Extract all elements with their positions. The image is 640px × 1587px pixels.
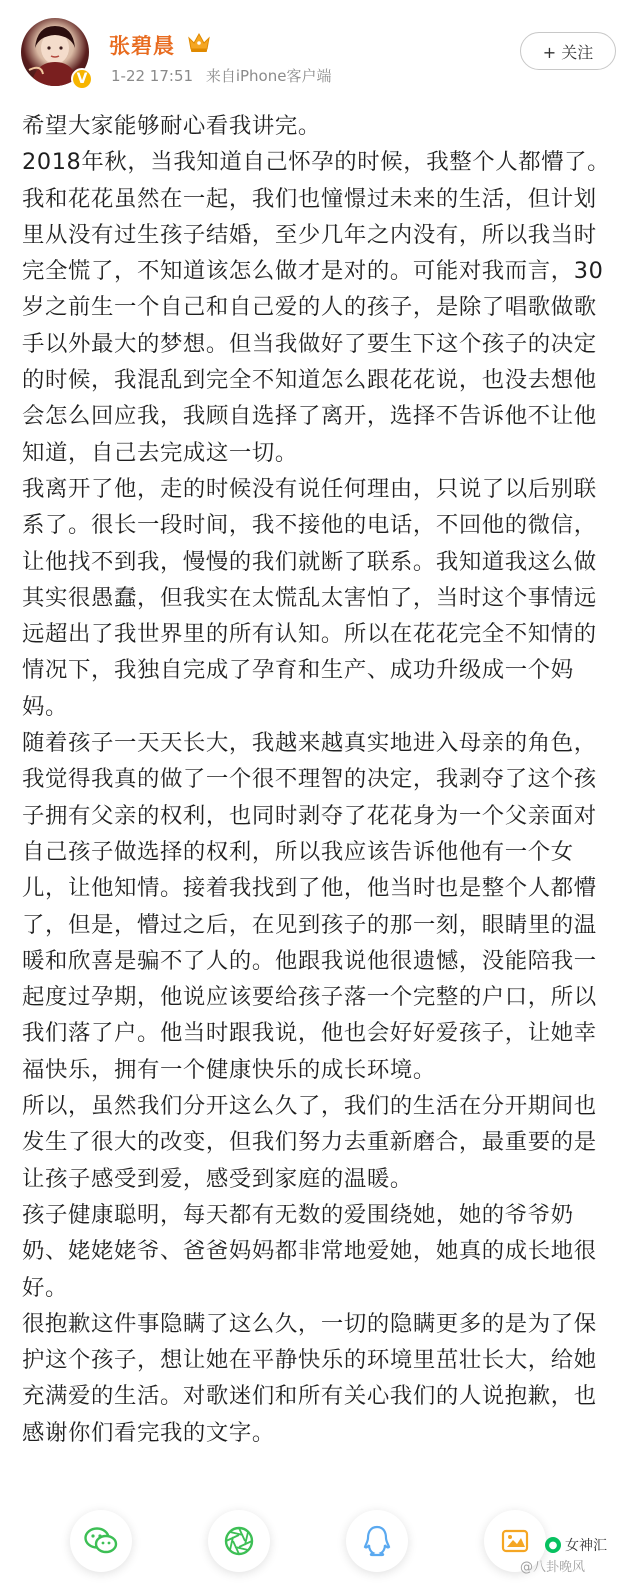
post-paragraph: 2018年秋，当我知道自己怀孕的时候，我整个人都懵了。我和花花虽然在一起，我们也憧憬过未来的生活，但计划里从没有过生孩子结婚，至少几年之内没有，所以我当时完全慌了，不知道该怎么做才是对的。可能对我而言，30岁之前生一个自己和自己爱的人的孩子，是除了唱歌做歌手以外最大的梦想。但当我做好了要生下这个孩子的决定的时候，我混乱到完全不知道怎么跟花花说，也没去想他会怎么回应我，我顾自选择了离开，选择不告诉他不让他知道，自己去完成这一切。 <box>22 149 611 466</box>
verified-badge-icon: V <box>71 68 93 90</box>
post-paragraph: 很抱歉这件事隐瞒了这么久，一切的隐瞒更多的是为了保护这个孩子，想让她在平静快乐的环境里茁壮长大，给她充满爱的生活。对歌迷们和所有关心我们的人说抱歉，也感谢你们看完我的文字。 <box>22 1310 597 1446</box>
post-content <box>22 108 618 1451</box>
qzone-star-icon <box>499 1525 531 1557</box>
post-source[interactable]: 来自iPhone客户端 <box>205 67 332 85</box>
post-timestamp: 1-22 17:51 <box>111 67 194 85</box>
wechat-icon <box>84 1526 118 1556</box>
post-paragraph: 所以，虽然我们分开这么久了，我们的生活在分开期间也发生了很大的改变，但我们努力去重新磨合，最重要的是让孩子感受到爱，感受到家庭的温暖。 <box>22 1093 597 1192</box>
moments-shutter-icon <box>223 1525 255 1557</box>
channel-badge <box>545 1535 607 1555</box>
post-header <box>0 0 640 96</box>
channel-label: 女神汇 <box>565 1538 607 1554</box>
follow-button[interactable]: + 关注 <box>520 32 616 70</box>
wechat-channel-icon: ● <box>545 1537 561 1553</box>
crown-icon <box>187 31 211 53</box>
post-paragraph: 我离开了他，走的时候没有说任何理由，只说了以后别联系了。很长一段时间，我不接他的电话，不回他的微信，让他找不到我，慢慢的我们就断了联系。我知道我这么做其实很愚蠢，但我实在太慌乱太害怕了，当时这个事情远远超出了我世界里的所有认知。所以在花花完全不知情的情况下，我独自完成了孕育和生产、成功升级成一个妈妈。 <box>22 475 597 720</box>
post-meta <box>111 65 339 86</box>
share-qq-button[interactable] <box>346 1510 408 1572</box>
qq-penguin-icon <box>363 1525 391 1557</box>
watermark: @八卦晚风 <box>520 1560 586 1575</box>
avatar[interactable] <box>21 18 93 90</box>
share-wechat-button[interactable] <box>70 1510 132 1572</box>
share-moments-button[interactable] <box>208 1510 270 1572</box>
post-paragraph: 随着孩子一天天长大，我越来越真实地进入母亲的角色，我觉得我真的做了一个很不理智的决定，我剥夺了这个孩子拥有父亲的权利，也同时剥夺了花花身为一个父亲面对自己孩子做选择的权利，所以我应该告诉他他有一个女儿，让他知情。接着我找到了他，他当时也是整个人都懵了，但是，懵过之后，在见到孩子的那一刻，眼睛里的温暖和欣喜是骗不了人的。他跟我说他很遗憾，没能陪我一起度过孕期，他说应该要给孩子落一个完整的户口，所以我们落了户。他当时跟我说，他也会好好爱孩子，让她幸福快乐，拥有一个健康快乐的成长环境。 <box>22 730 597 1083</box>
post-paragraph: 孩子健康聪明，每天都有无数的爱围绕她，她的爷爷奶奶、姥姥姥爷、爸爸妈妈都非常地爱她，她真的成长地很好。 <box>22 1201 597 1301</box>
post-paragraph: 希望大家能够耐心看我讲完。 <box>22 113 321 139</box>
user-name[interactable]: 张碧晨 <box>109 34 175 58</box>
